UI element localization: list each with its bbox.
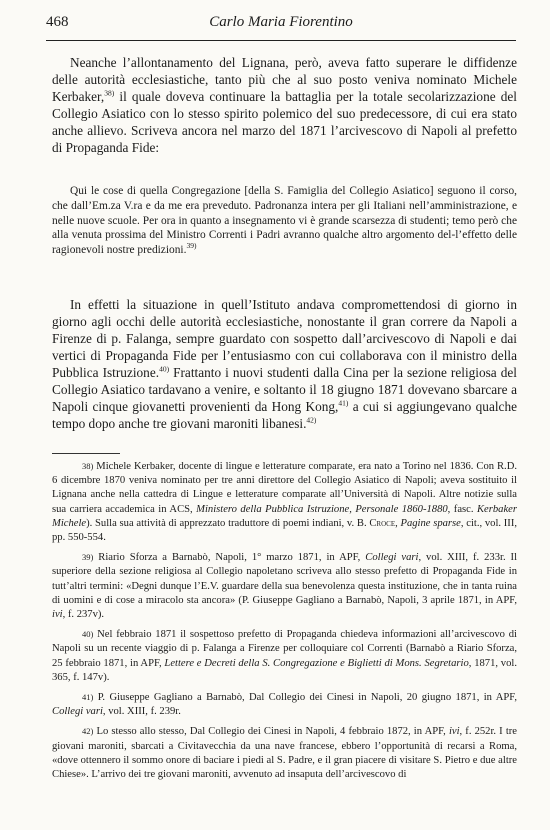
footnote-text: ). Sulla sua attività di apprezzato traduttore di poemi indiani, v. B. [86, 517, 370, 529]
footnote-number: 41) [82, 692, 94, 703]
paragraph-1-text-cont: il quale doveva continuare la battaglia per la totale secolarizzazione del Collegio Asiatico con lo stesso spirito polemico del suo predecessore, di cui era stato anche allievo. Scriveva ancora nel marzo del 1871 l’arcivescovo di Napoli al prefetto di Propaganda Fide: [52, 89, 517, 155]
author-smallcaps: Croce [369, 517, 396, 529]
footnote-40 [52, 627, 517, 685]
footnote-number: 39) [82, 552, 94, 563]
paragraph-2 [52, 296, 517, 432]
page-number: 468 [46, 14, 69, 30]
footnote-italic: Kerbaker Michele [52, 503, 517, 529]
footnote-italic: Lettere e Decreti della S. Congregazione e Biglietti di Mons. Segretario [164, 657, 469, 669]
paragraph-1-text: Neanche l’allontanamento del Lignana, però, aveva fatto superare le diffidenze delle autorità ecclesiastiche, tanto più che al suo posto veniva nominato Michele Kerbaker, [52, 55, 517, 104]
footnote-41 [52, 690, 517, 719]
footnote-ref-41: 41) [338, 398, 349, 408]
footnote-42 [52, 724, 517, 782]
footnote-text: Lo stesso allo stesso, Dal Collegio dei Cinesi in Napoli, 4 febbraio 1872, in APF, [96, 726, 449, 738]
footnote-text: , cit., vol. III, pp. 550-554. [52, 517, 518, 544]
footnote-italic: Collegi vari [365, 552, 419, 564]
footnote-text: , [395, 517, 401, 529]
footnote-italic: ivi [448, 726, 460, 738]
footnote-text: , 1871, vol. 365, f. 147v). [52, 657, 517, 683]
footnote-ref-39: 39) [186, 241, 197, 251]
paragraph-1 [52, 54, 517, 156]
quote-text: Qui le cose di quella Congregazione [della S. Famiglia del Collegio Asiatico] seguono il corso, che dall’Em.za V.ra e da me era preveduto. Padronanza intera per gli Italiani nell’amministrazione, e nelle nuove scuole. Per ora in quanto a insegnamento vi è grande scarsezza di studenti; temo però che alla venuta prossima del Ministro Correnti i Padri avranno qualche altro argomento del-l’effetto delle ragionevoli nostre predizioni. [52, 185, 517, 257]
footnote-ref-42: 42) [306, 415, 317, 425]
footnote-text: , f. 237v). [62, 609, 105, 621]
footnote-number: 38) [82, 461, 94, 471]
footnote-text: , vol. XIII, f. 233r. Il superiore della sezione religiosa al Collegio napoletano scriveva allo stesso prefetto di Propaganda Fide in tutt’altri termini: «Degni dunque l’E.V. guardare della sua benevolenza questa instituzione, che in tanta ruina di uomini e di cose a miracolo sta ancora» (P. Giuseppe Gagliano a Barnabò, Napoli, 3 aprile 1871, in APF, [52, 552, 518, 606]
footnote-divider [52, 453, 120, 454]
footnote-text: , fasc. [447, 503, 477, 515]
paragraph-2-text: In effetti la situazione in quell’Istituto andava compromettendosi di giorno in giorno agli occhi delle autorità ecclesiastiche, nonostante il gran correre da Napoli a Firenze di p. Falanga, sempre guardato con sospetto dall’arcivescovo di Napoli e dai vertici di Propaganda Fide per l’entusiasmo con cui collaborava con il ministro della Pubblica Istruzione. [52, 297, 517, 380]
footnote-39 [52, 550, 517, 622]
footnote-italic: Collegi vari [52, 706, 103, 718]
footnote-text: Michele Kerbaker, docente di lingue e letterature comparate, era nato a Torino nel 1836. Con R.D. 6 dicembre 1870 veniva nominato per tre anni direttore del Collegio Asiatico di Napoli; aveva sostituito il Lignana anche nella cattedra di Lingue e letterature comparate all’Università di Napoli. Altre notizie sulla sua carriera accademica in ACS, [52, 461, 517, 515]
footnote-number: 40) [82, 629, 94, 640]
footnote-text: , f. 252r. I tre giovani maroniti, sbarcati a Civitavecchia da una nave francese, ebbero l’opportunità di recarsi a Roma, «dove ottennero il sommo onore di baciare i piedi al S. Padre, e il gran piacere di visitare S. Pietro e due altre Chiese». L’arrivo dei tre giovani maroniti, avvenuto ad insaputa dell’arcivescovo di [52, 726, 517, 781]
paragraph-2-text-mid: Frattanto i nuovi studenti dalla Cina per la sezione religiosa del Collegio Asiatico tardavano a venire, e soltanto il 18 giugno 1871 dovevano sbarcare a Napoli cinque giovanetti provenienti da Hong Kong, [52, 365, 517, 414]
footnote-italic: Pagine sparse [400, 517, 461, 529]
footnote-text: P. Giuseppe Gagliano a Barnabò, Dal Collegio dei Cinesi in Napoli, 20 giugno 1871, in APF, [97, 692, 517, 704]
footnote-italic: Ministero della Pubblica Istruzione, Personale 1860-1880 [196, 503, 448, 515]
footnote-italic: ivi [52, 609, 63, 621]
footnote-ref-38: 38) [104, 88, 115, 98]
footnote-ref-40: 40) [159, 364, 170, 374]
footnote-text: , vol. XIII, f. 239r. [102, 706, 181, 718]
footnotes [52, 459, 517, 787]
footnote-number: 42) [82, 726, 94, 737]
footnote-38 [52, 459, 517, 545]
running-title: Carlo Maria Fiorentino [209, 14, 353, 30]
footnote-text: Riario Sforza a Barnabò, Napoli, 1° marzo 1871, in APF, [98, 552, 366, 564]
paragraph-2-text-end: a cui si aggiungevano qualche tempo dopo anche tre giovani maroniti libanesi. [52, 399, 517, 431]
page-header [46, 12, 516, 41]
block-quote [52, 184, 517, 258]
footnote-text: Nel febbraio 1871 il sospettoso prefetto di Propaganda chiedeva informazioni all’arcivescovo di Napoli su un recente viaggio di p. Falanga a Firenze per colloquiare col Correnti (Barnabò a Riario Sforza, 25 febbraio 1871, in APF, [52, 629, 517, 669]
